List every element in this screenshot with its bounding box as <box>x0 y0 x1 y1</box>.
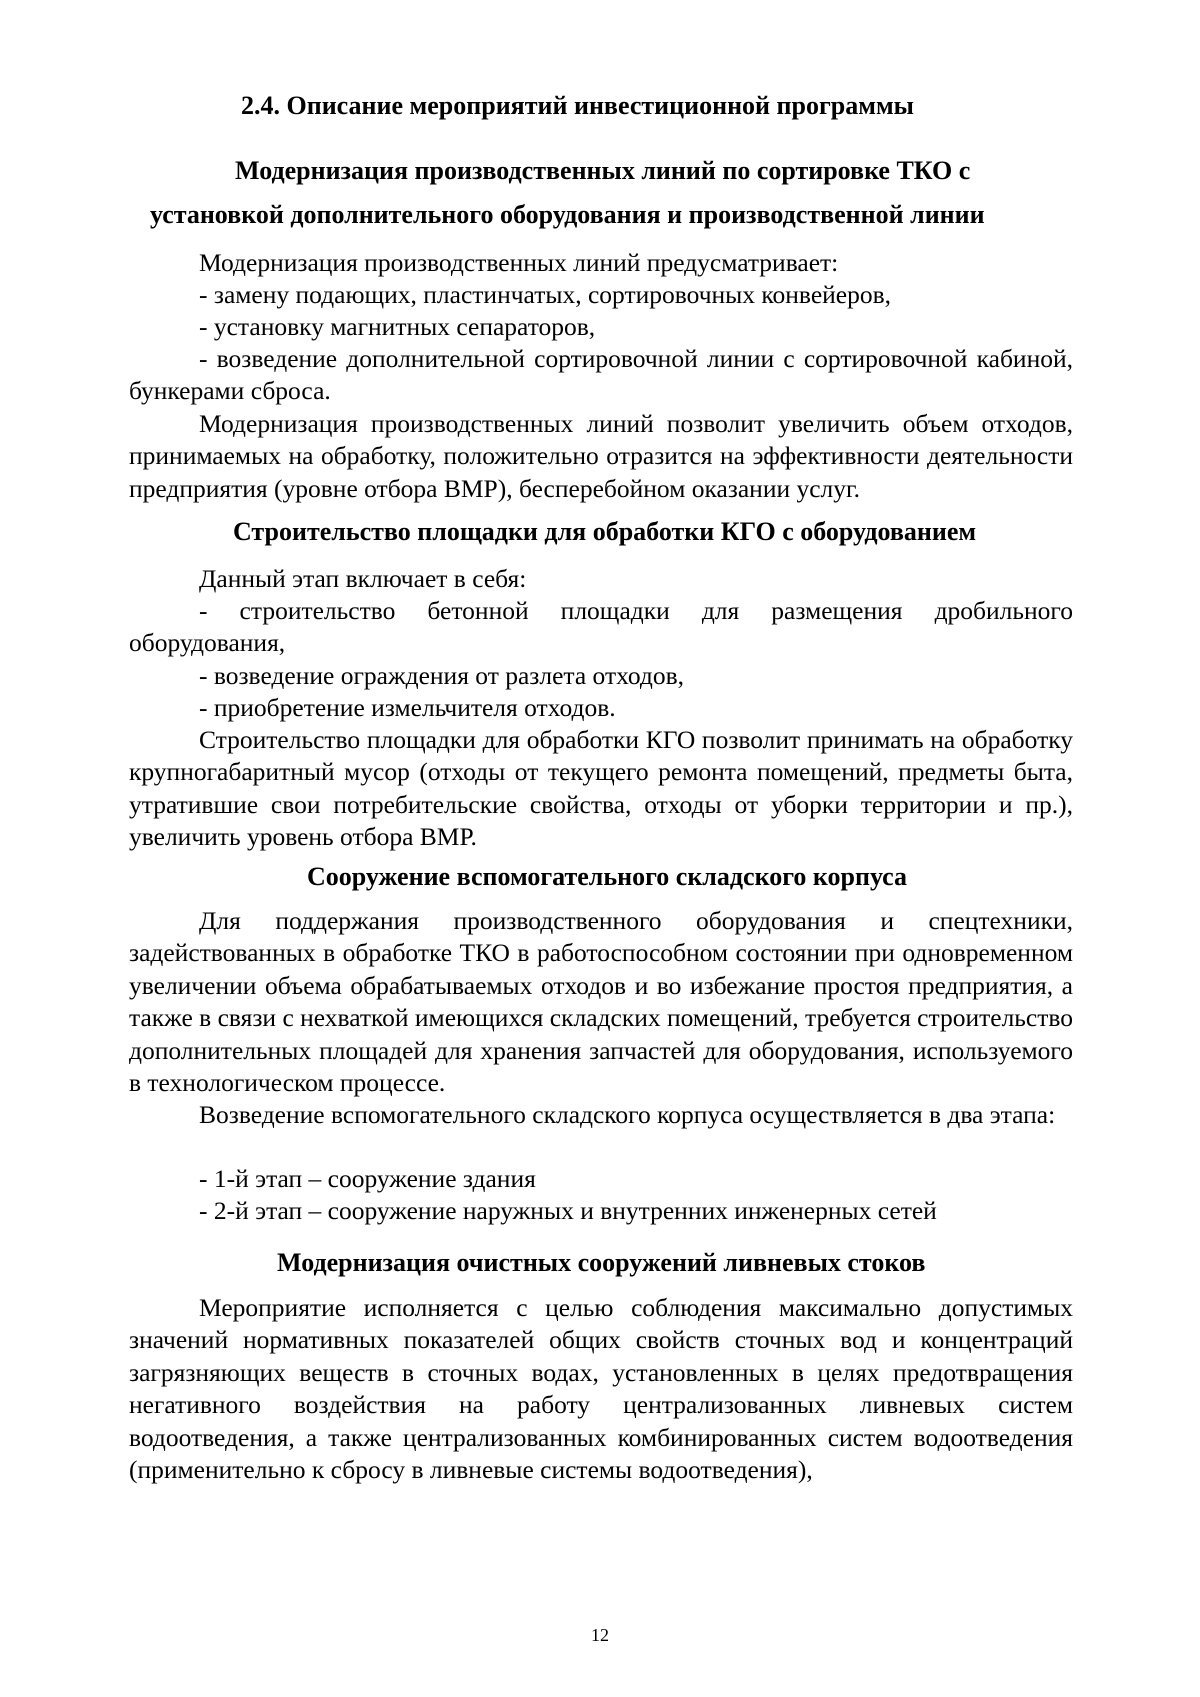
s2-list-item: - строительство бетонной площадки для размещения дробильного оборудования, <box>129 596 1073 658</box>
s1-intro: Модернизация производственных линий предусматривает: <box>199 248 839 277</box>
heading-kgo-site: Строительство площадки для обработки КГО с оборудованием <box>233 517 977 546</box>
page-number: 12 <box>591 1625 609 1645</box>
s2-intro: Данный этап включает в себя: <box>199 564 527 593</box>
s1-list-item: - возведение дополнительной сортировочной линии с сортировочной кабиной, бункерами сброса. <box>129 344 1073 406</box>
s2-list-item: - приобретение измельчителя отходов. <box>199 693 616 722</box>
s1-list-item: - установку магнитных сепараторов, <box>199 312 596 341</box>
s3-list-item: - 2-й этап – сооружение наружных и внутренних инженерных сетей <box>199 1196 937 1225</box>
heading-modernization-lines-1: Модернизация производственных линий по сортировке ТКО с <box>235 156 971 185</box>
section-title: 2.4. Описание мероприятий инвестиционной программы <box>241 91 914 120</box>
heading-warehouse: Сооружение вспомогательного складского корпуса <box>307 862 908 891</box>
s3-paragraph: Для поддержания производственного оборудования и спецтехники, задействованных в обработке ТКО в работоспособном состоянии при одновременном увеличении объема обрабатываемых отходов и во избежание простоя предприятия, а также в связи с нехваткой имеющихся складских помещений, требуется строительство дополнительных площадей для хранения запчастей для оборудования, используемого в технологическом процессе. <box>129 906 1073 1098</box>
s1-paragraph: Модернизация производственных линий позволит увеличить объем отходов, принимаемых на обработку, положительно отразится на эффективности деятельности предприятия (уровне отбора ВМР), бесперебойном оказании услуг. <box>129 409 1073 503</box>
s2-list-item: - возведение ограждения от разлета отходов, <box>199 661 685 690</box>
s4-paragraph: Мероприятие исполняется с целью соблюдения максимально допустимых значений нормативных показателей общих свойств сточных вод и концентраций загрязняющих веществ в сточных водах, установленных в целях предотвращения негативного воздействия на работу централизованных ливневых систем водоотведения, а также централизованных комбинированных систем водоотведения (применительно к сбросу в ливневые системы водоотведения), <box>129 1293 1073 1485</box>
heading-modernization-lines-2: установкой дополнительного оборудования и производственной линии <box>150 200 985 229</box>
heading-stormwater: Модернизация очистных сооружений ливневых стоков <box>277 1248 926 1277</box>
s3-paragraph: Возведение вспомогательного складского корпуса осуществляется в два этапа: <box>199 1100 1056 1129</box>
s3-list-item: - 1-й этап – сооружение здания <box>199 1164 536 1193</box>
s2-paragraph: Строительство площадки для обработки КГО позволит принимать на обработку крупногабаритный мусор (отходы от текущего ремонта помещений, предметы быта, утратившие свои потребительские свойства, отходы от уборки территории и пр.), увеличить уровень отбора ВМР. <box>129 725 1073 852</box>
s1-list-item: - замену подающих, пластинчатых, сортировочных конвейеров, <box>199 280 892 309</box>
